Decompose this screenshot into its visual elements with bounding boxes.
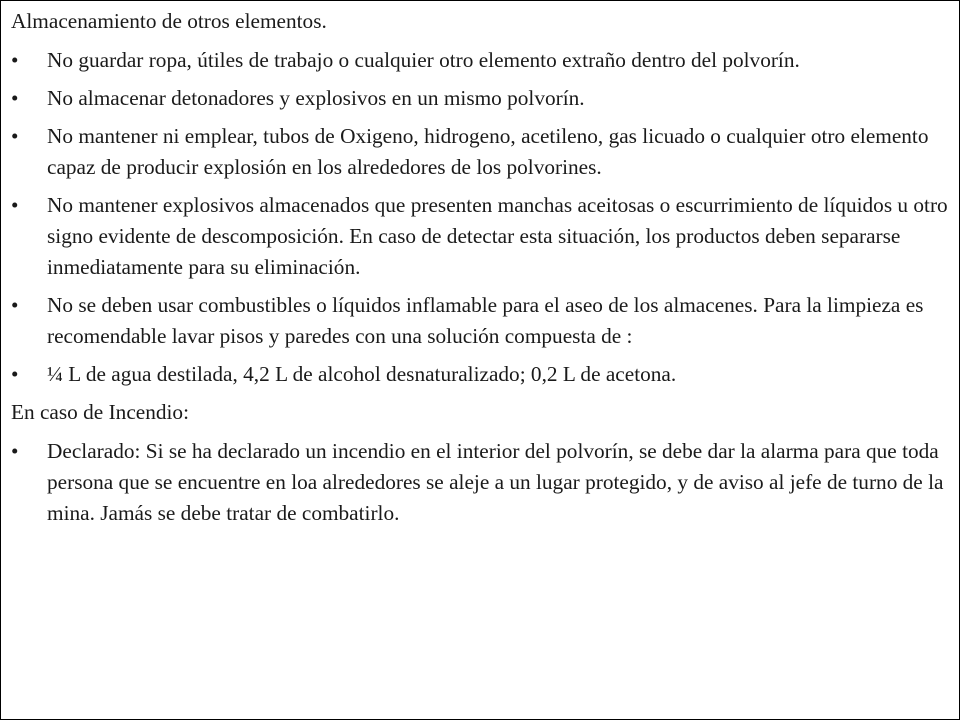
list-item-text: No almacenar detonadores y explosivos en un mismo polvorín. (47, 86, 585, 110)
list-item-text: No mantener explosivos almacenados que presenten manchas aceitosas o escurrimiento de líquidos u otro signo evidente de descomposición. En caso de detectar esta situación, los productos deben separarse inmediatamente para su eliminación. (47, 193, 948, 279)
bullet-icon: • (11, 193, 19, 217)
heading-storage: Almacenamiento de otros elementos. (11, 9, 327, 33)
bullet-icon: • (11, 293, 19, 317)
bullet-icon: • (11, 48, 19, 72)
list-item (11, 45, 951, 76)
bullet-icon: • (11, 439, 19, 463)
list-item-text: No mantener ni emplear, tubos de Oxigeno, hidrogeno, acetileno, gas licuado o cualquier otro elemento capaz de producir explosión en los alrededores de los polvorines. (47, 124, 929, 179)
slide-content (11, 6, 951, 536)
fire-rules-list (11, 436, 951, 529)
list-item (11, 436, 951, 529)
list-item (11, 359, 951, 390)
storage-rules-list (11, 45, 951, 390)
bullet-icon: • (11, 86, 19, 110)
list-item (11, 290, 951, 352)
list-item-text: No se deben usar combustibles o líquidos inflamable para el aseo de los almacenes. Para la limpieza es recomendable lavar pisos y paredes con una solución compuesta de : (47, 293, 924, 348)
bullet-icon: • (11, 362, 19, 386)
list-item (11, 190, 951, 283)
list-item-text: ¼ L de agua destilada, 4,2 L de alcohol desnaturalizado; 0,2 L de acetona. (47, 362, 677, 386)
list-item-text: Declarado: Si se ha declarado un incendio en el interior del polvorín, se debe dar la alarma para que toda persona que se encuentre en loa alrededores se aleje a un lugar protegido, y de aviso al jefe de turno de la mina. Jamás se debe tratar de combatirlo. (47, 439, 944, 525)
bullet-icon: • (11, 124, 19, 148)
heading-fire: En caso de Incendio: (11, 400, 189, 424)
list-item (11, 121, 951, 183)
list-item (11, 83, 951, 114)
list-item-text: No guardar ropa, útiles de trabajo o cualquier otro elemento extraño dentro del polvorín. (47, 48, 800, 72)
